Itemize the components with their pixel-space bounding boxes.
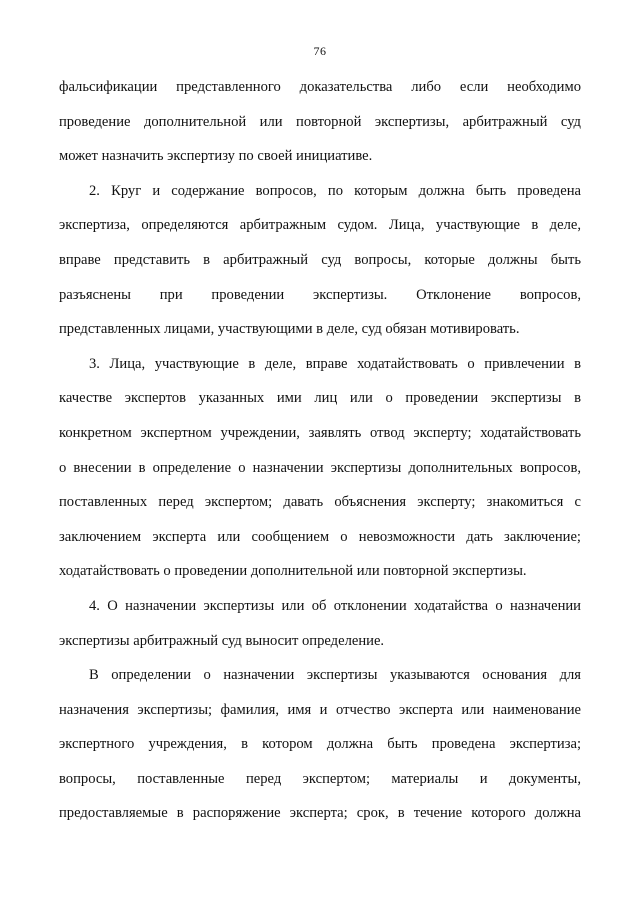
text-line: проведение дополнительной или повторной экспертизы, арбитражный суд — [59, 113, 581, 130]
text-line: о внесении в определение о назначении экспертизы дополнительных вопросов, — [59, 459, 581, 476]
text-line: экспертного учреждения, в котором должна быть проведена экспертиза; — [59, 736, 581, 753]
paragraph — [59, 658, 581, 831]
text-line: вправе представить в арбитражный суд вопросы, которые должны быть — [59, 251, 581, 268]
text-line: может назначить экспертизу по своей инициативе. — [59, 148, 373, 165]
text-line: назначения экспертизы; фамилия, имя и отчество эксперта или наименование — [59, 701, 581, 718]
text-line: разъяснены при проведении экспертизы. Отклонение вопросов, — [59, 286, 581, 303]
text-line: фальсификации представленного доказательства либо если необходимо — [59, 79, 581, 95]
text-line: качестве экспертов указанных ими лиц или о проведении экспертизы в — [59, 390, 581, 407]
text-line: 2. Круг и содержание вопросов, по которым должна быть проведена — [89, 182, 581, 199]
paragraph — [59, 70, 581, 174]
text-line: конкретном экспертном учреждении, заявлять отвод эксперту; ходатайствовать — [59, 424, 581, 441]
text-line: 4. О назначении экспертизы или об отклонении ходатайства о назначении — [89, 597, 581, 614]
text-line: экспертизы арбитражный суд выносит определение. — [59, 632, 385, 649]
text-line: ходатайствовать о проведении дополнительной или повторной экспертизы. — [59, 563, 527, 580]
paragraph — [59, 589, 581, 658]
paragraph — [59, 174, 581, 347]
text-line: 3. Лица, участвующие в деле, вправе ходатайствовать о привлечении в — [89, 355, 581, 372]
document-body — [59, 70, 581, 831]
text-line: вопросы, поставленные перед экспертом; материалы и документы, — [59, 770, 581, 787]
text-line: заключением эксперта или сообщением о невозможности дать заключение; — [59, 528, 581, 545]
text-line: В определении о назначении экспертизы указываются основания для — [89, 667, 581, 684]
paragraph — [59, 347, 581, 589]
text-line: представленных лицами, участвующими в деле, суд обязан мотивировать. — [59, 321, 520, 338]
text-line: поставленных перед экспертом; давать объяснения эксперту; знакомиться с — [59, 494, 581, 511]
text-line: экспертиза, определяются арбитражным судом. Лица, участвующие в деле, — [59, 217, 581, 234]
text-line: предоставляемые в распоряжение эксперта; срок, в течение которого должна — [59, 805, 581, 822]
page-number: 76 — [313, 44, 327, 58]
